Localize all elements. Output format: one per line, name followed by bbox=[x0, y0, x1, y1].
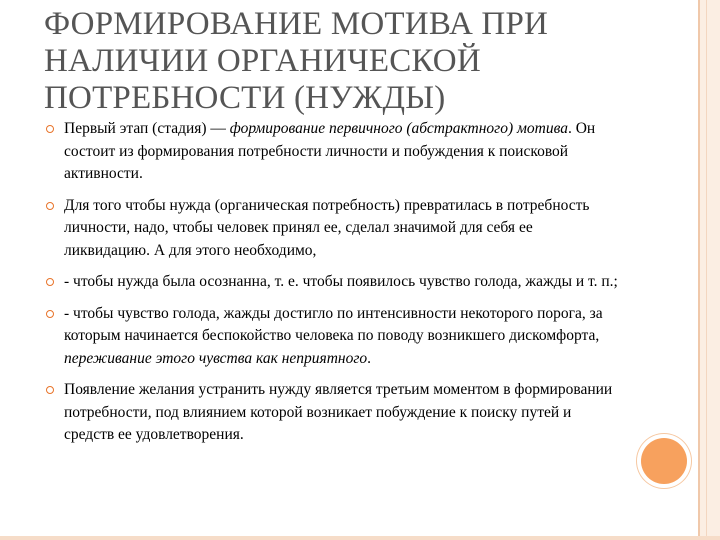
bullet-text: - чтобы чувство голода, жажды достигло по интенсивности некоторого порога, за которым начинается беспокойство человека по поводу возникшего дискомфорта, bbox=[64, 304, 603, 344]
ring-bullet-icon bbox=[46, 278, 54, 286]
ring-bullet-icon bbox=[46, 386, 54, 394]
bullet-item bbox=[46, 379, 621, 447]
decorative-bottom-border bbox=[0, 536, 720, 540]
ring-bullet-icon bbox=[46, 125, 54, 133]
ring-bullet-icon bbox=[46, 310, 54, 318]
bullet-italic-text: формирование первичного (абстрактного) мотива bbox=[229, 120, 568, 137]
bullet-text: - чтобы нужда была осознанна, т. е. чтобы появилось чувство голода, жажды и т. п.; bbox=[64, 273, 618, 290]
decorative-right-border bbox=[698, 0, 720, 540]
bullet-list bbox=[46, 118, 621, 456]
bullet-italic-text: переживание этого чувства как неприятного bbox=[64, 349, 368, 367]
bullet-text: . Он состоит из формирования потребности личности и побуждения к поисковой активности. bbox=[64, 120, 596, 182]
bullet-text: Для того чтобы нужда (органическая потребность) превратилась в потребность личности, надо, чтобы человек принял ее, сделал значимой для себя ее ликвидацию. А для этого необходимо, bbox=[64, 196, 590, 259]
slide-title: ФОРМИРОВАНИЕ МОТИВА ПРИ НАЛИЧИИ ОРГАНИЧЕСКОЙ ПОТРЕБНОСТИ (НУЖДЫ) bbox=[44, 6, 549, 116]
bullet-item bbox=[46, 303, 621, 371]
bullet-item bbox=[46, 118, 621, 186]
bullet-item bbox=[46, 271, 621, 294]
bullet-text: . bbox=[367, 349, 372, 367]
bullet-item bbox=[46, 195, 621, 263]
bullet-text: Появление желания устранить нужду является третьим моментом в формировании потребности, под влиянием которой возникает побуждение к поиску путей и средств ее удовлетворения. bbox=[64, 381, 613, 443]
decorative-circle bbox=[641, 438, 687, 484]
ring-bullet-icon bbox=[46, 202, 54, 210]
bullet-text: Первый этап (стадия) — bbox=[64, 120, 230, 137]
